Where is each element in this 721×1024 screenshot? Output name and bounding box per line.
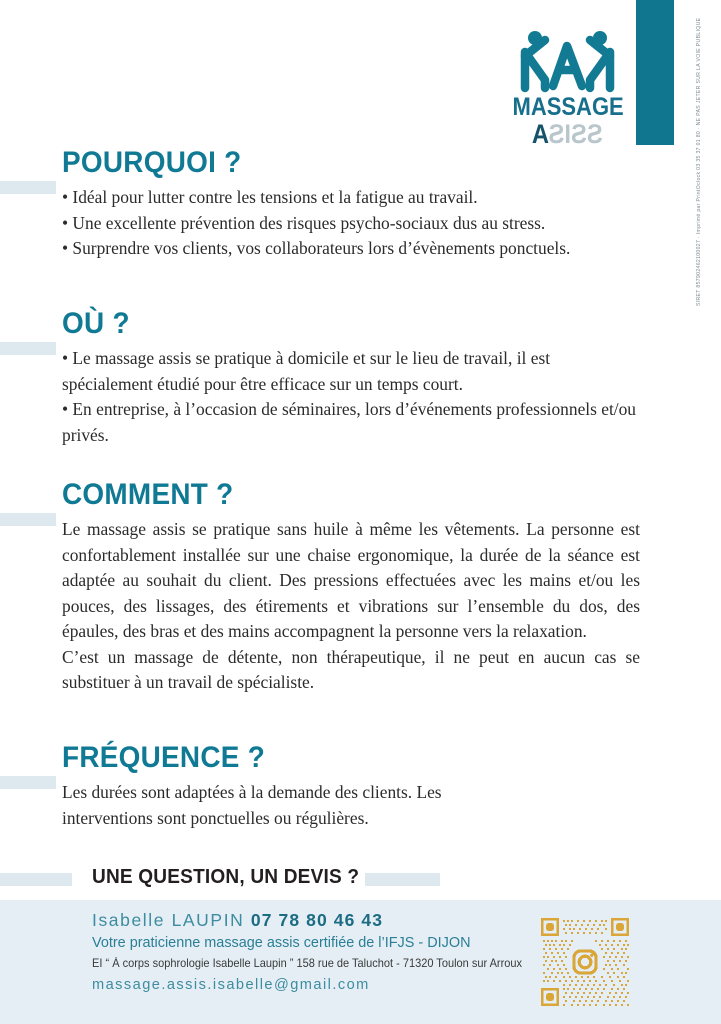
logo-word-massage: MASSAGE [512,93,624,121]
contact-name-phone [92,909,522,932]
contact-name: Isabelle LAUPIN [92,910,245,930]
contact-phone[interactable]: 07 78 80 46 43 [250,910,384,930]
section-frequence [62,741,642,831]
paragraph: Le massage assis se pratique sans huile à même les vêtements. La personne est confortablement installée sur une chaise ergonomique, la durée de la séance est adaptée au souhait du client. Des pressions effectuées avec les mains et/ou les pouces, des lissages, des étirements et vibrations sur l’ensemble du dos, des épaules, des bras et des mains accompagnent la personne vers la relaxation. [62,519,640,641]
qr-code-graphic [539,916,631,1008]
accent-bar-frequence [0,776,56,789]
section-body-ou [62,346,642,448]
logo [505,22,630,147]
bullet-line: • En entreprise, à l’occasion de séminaires, lors d’événements professionnels et/ou privés. [62,399,637,445]
bullet-line: • Idéal pour lutter contre les tensions et la fatigue au travail. [62,187,478,207]
bullet-line: • Le massage assis se pratique à domicile et sur le lieu de travail, il est spécialement étudié pour être efficace sur un temps court. [62,348,551,394]
legal-vertical-strip: SIRET 857902462100027 · Imprimé par PrintOclock 03 35 37 01 80 · NE PAS JETER SUR LA VOIE PUBLIQUE [696,17,702,306]
head-left-icon [528,31,542,45]
section-title-pourquoi: POURQUOI ? [62,146,242,179]
footer-question-heading: UNE QUESTION, UN DEVIS ? [92,865,360,888]
section-title-frequence: FRÉQUENCE ? [62,741,266,774]
accent-bar-ou [0,342,56,355]
section-comment [62,478,640,696]
footer-question-strip [0,861,721,899]
paragraph: Les durées sont adaptées à la demande des clients. Les interventions sont ponctuelles ou régulières. [62,782,442,828]
logo-word-assis [513,120,623,148]
section-pourquoi [62,146,642,262]
logo-letter-a: A [531,119,550,149]
bullet-line: • Surprendre vos clients, vos collaborateurs lors d’évènements ponctuels. [62,238,571,258]
bullet-line: • Une excellente prévention des risques psycho-sociaux dus au stress. [62,212,546,233]
contact-email[interactable]: massage.assis.isabelle@gmail.com [92,977,370,993]
contact-credential: Votre praticienne massage assis certifiée de l’IFJS - DIJON [92,934,471,951]
section-body-pourquoi [62,185,642,262]
accent-bar-comment [0,513,56,526]
two-figures-massage-icon [505,22,630,94]
section-body-frequence [62,780,514,831]
accent-bar-left [0,873,72,886]
head-right-icon [593,31,607,45]
section-title-ou: OÙ ? [62,307,130,340]
teal-accent-block [636,0,674,145]
accent-bar-pourquoi [0,181,56,194]
accent-bar-right [365,873,440,886]
paragraph: C’est un massage de détente, non thérapeutique, il ne peut en aucun cas se substituer à un travail de spécialiste. [62,646,640,692]
section-ou [62,307,642,448]
instagram-qr-code[interactable] [539,916,631,1008]
section-title-comment: COMMENT ? [62,478,234,511]
section-body-comment [62,517,640,696]
contact-legal-address: EI “ À corps sophrologie Isabelle Laupin ” 158 rue de Taluchot - 71320 Toulon sur Arroux [92,957,523,970]
contact-block [92,909,522,996]
logo-letters-mirrored: SSIS [549,119,604,149]
